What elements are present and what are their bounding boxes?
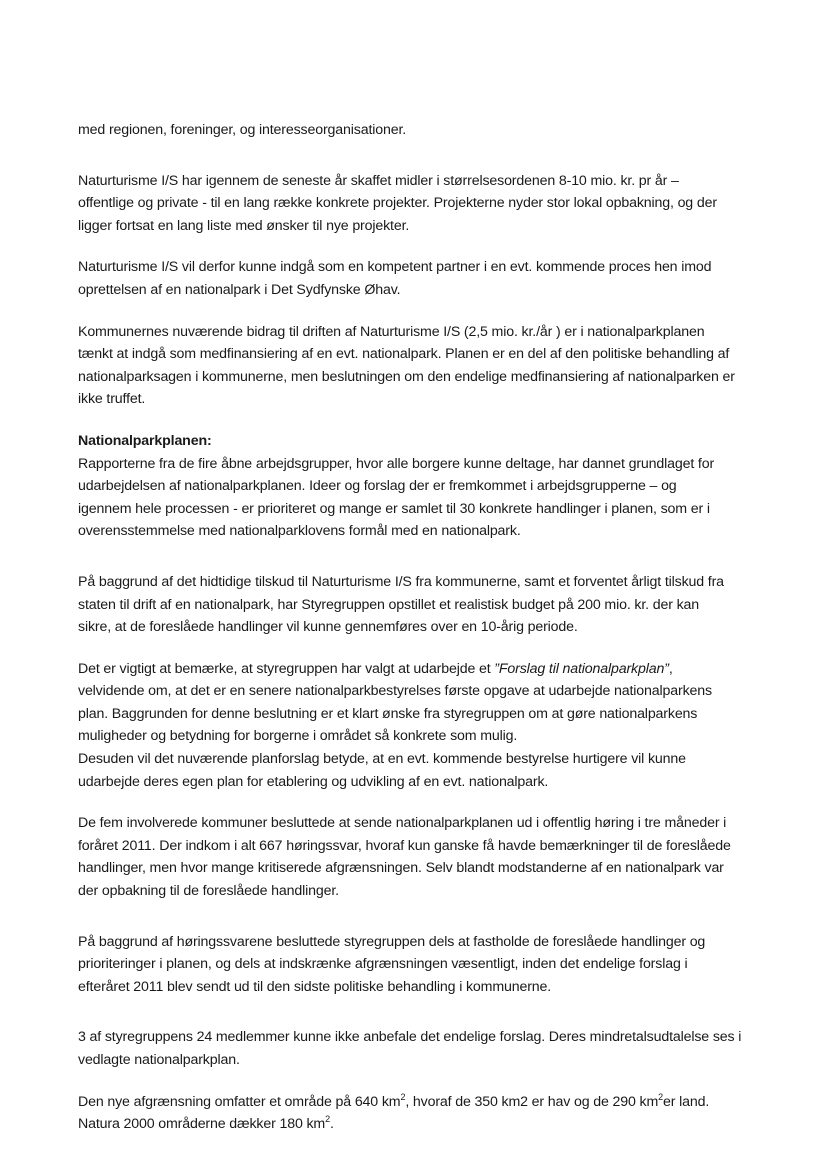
text-line: sikre, at de foreslåede handlinger vil kunne gennemføres over en 10-årig periode.	[78, 619, 578, 636]
superscript: 2	[400, 1091, 406, 1102]
text-run: ,	[668, 660, 673, 677]
text-run: Den nye afgrænsning omfatter et område på 640 km	[78, 1093, 401, 1110]
section-heading: Nationalparkplanen:	[78, 432, 212, 449]
paragraph-hearing	[78, 812, 758, 902]
text-line: udarbejdelsen af nationalparkplanen. Ideer og forslag der er fremkommet i arbejdsgrupperne – og	[78, 478, 677, 495]
text-line: Desuden vil det nuværende planforslag betyde, at en evt. kommende bestyrelse hurtigere vil kunne	[78, 751, 686, 768]
paragraph-decision	[78, 931, 758, 999]
paragraph-contribution	[78, 321, 758, 411]
paragraph-intro	[78, 119, 758, 142]
text-line: velvidende om, at det er en senere nationalparkbestyrelses første opgave at udarbejde nationalparkens	[78, 683, 712, 700]
italic-title: ”Forslag til nationalparkplan”	[494, 660, 669, 677]
text-line: Naturturisme I/S vil derfor kunne indgå som en kompetent partner i en evt. kommende proces hen imod	[78, 259, 712, 276]
text-line: efteråret 2011 blev sendt ud til den sidste politiske behandling i kommunerne.	[78, 978, 552, 995]
text-line: der opbakning til de foreslåede handlinger.	[78, 883, 339, 900]
text-run: Natura 2000 områderne dækker 180 km	[78, 1116, 326, 1133]
text-line: offentlige og private - til en lang række konkrete projekter. Projekterne nyder stor lokal opbakning, og der	[78, 195, 717, 212]
text-line: På baggrund af høringssvarene besluttede styregruppen dels at fastholde de foreslåede handlinger og	[78, 933, 706, 950]
text-line: ligger fortsat en lang liste med ønsker til nye projekter.	[78, 217, 410, 234]
text-line: ikke truffet.	[78, 391, 146, 408]
text-line: tænkt at indgå som medfinansiering af en evt. nationalpark. Planen er en del af den politiske behandling af	[78, 346, 730, 363]
paragraph-proposal	[78, 658, 758, 794]
text-line	[78, 658, 758, 681]
document-page	[78, 119, 758, 1136]
text-line: muligheder og betydning for borgerne i området så konkrete som mulig.	[78, 728, 518, 745]
paragraph-plan	[78, 430, 758, 543]
superscript: 2	[325, 1114, 330, 1125]
text-line	[78, 1091, 758, 1114]
text-line: prioriteringer i planen, og dels at indskrænke afgrænsningen væsentligt, inden det endelige forslag i	[78, 956, 688, 973]
text-line: oprettelsen af en nationalpark i Det Sydfynske Øhav.	[78, 281, 401, 298]
text-line: udarbejde deres egen plan for etablering og udvikling af en evt. nationalpark.	[78, 773, 549, 790]
paragraph-funding	[78, 170, 758, 238]
text-line: staten til drift af en nationalpark, har Styregruppen opstillet et realistisk budget på 200 mio. kr. der kan	[78, 596, 700, 613]
text-line: plan. Baggrunden for denne beslutning er et klart ønske fra styregruppen om at gøre nationalparkens	[78, 705, 698, 722]
paragraph-partner	[78, 256, 758, 301]
text-line: På baggrund af det hidtidige tilskud til Naturturisme I/S fra kommunerne, samt et forventet årligt tilskud fra	[78, 573, 724, 590]
text-line: med regionen, foreninger, og interesseorganisationer.	[78, 122, 407, 138]
text-line: igennem hele processen - er prioriteret og mange er samlet til 30 konkrete handlinger i planen, som er i	[78, 500, 710, 517]
text-run: .	[329, 1116, 334, 1133]
paragraph-area	[78, 1091, 758, 1136]
paragraph-budget	[78, 571, 758, 639]
text-line: Naturturisme I/S har igennem de seneste år skaffet midler i størrelsesordenen 8-10 mio. kr. pr år –	[78, 172, 679, 189]
text-line: vedlagte nationalparkplan.	[78, 1052, 240, 1068]
text-line: Kommunernes nuværende bidrag til driften af Naturturisme I/S (2,5 mio. kr./år ) er i nationalparkplanen	[78, 323, 705, 340]
text-line: De fem involverede kommuner besluttede at sende nationalparkplanen ud i offentlig høring i tre måneder i	[78, 815, 727, 832]
text-line: nationalparksagen i kommunerne, men beslutningen om den endelige medfinansiering af nationalparken er	[78, 368, 735, 385]
text-line: overensstemmelse med nationalparklovens formål med en nationalpark.	[78, 523, 521, 540]
text-run: , hvoraf de 350 km2 er hav og de 290 km	[405, 1093, 659, 1110]
text-run: er land.	[663, 1093, 710, 1110]
text-line	[78, 1113, 758, 1136]
text-line: 3 af styregruppens 24 medlemmer kunne ikke anbefale det endelige forslag. Deres mindretalsudtalelse ses i	[78, 1029, 742, 1046]
text-run: Det er vigtigt at bemærke, at styregruppen har valgt at udarbejde et	[78, 660, 495, 677]
text-line: handlinger, men hvor mange kritiserede afgrænsningen. Selv blandt modstanderne af en nationalpark var	[78, 860, 724, 877]
superscript: 2	[658, 1091, 664, 1102]
text-line: Rapporterne fra de fire åbne arbejdsgrupper, hvor alle borgere kunne deltage, har dannet grundlaget for	[78, 455, 715, 472]
paragraph-minority	[78, 1026, 758, 1071]
text-line: foråret 2011. Der indkom i alt 667 høringssvar, hvoraf kun ganske få havde bemærkninger til de foreslåede	[78, 837, 731, 854]
